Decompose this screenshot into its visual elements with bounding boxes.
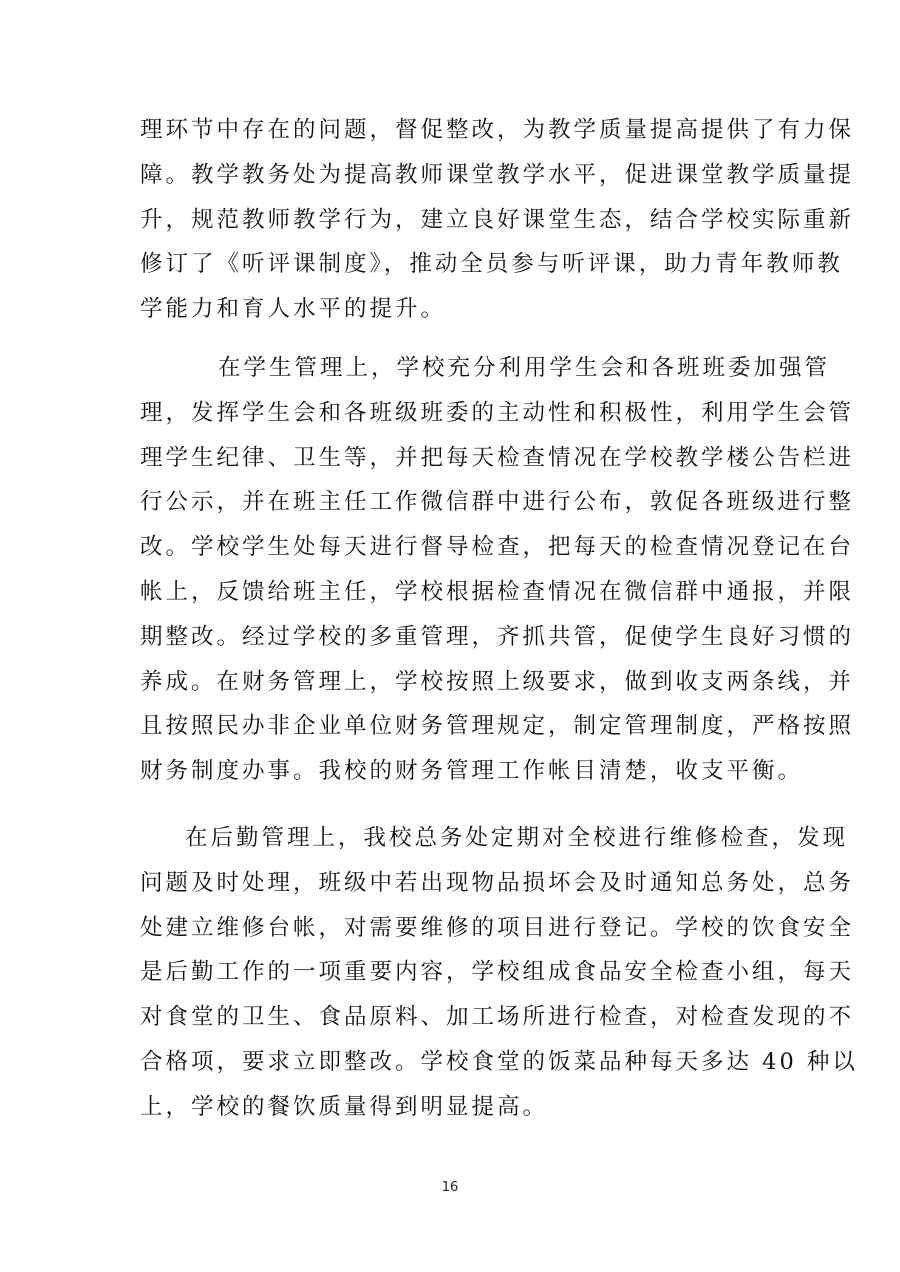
paragraph-student-management — [140, 346, 855, 794]
text-line: 改。学校学生处每天进行督导检查，把每天的检查情况登记在台 — [140, 534, 855, 561]
text-line: 期整改。经过学校的多重管理，齐抓共管，促使学生良好习惯的 — [140, 623, 855, 650]
text-line: 问题及时处理，班级中若出现物品损坏会及时通知总务处，总务 — [140, 869, 855, 896]
text-line: 养成。在财务管理上，学校按照上级要求，做到收支两条线，并 — [140, 668, 855, 695]
text-line: 理环节中存在的问题，督促整改，为教学质量提高提供了有力保 — [140, 117, 855, 143]
paragraph-teaching-quality — [140, 108, 855, 332]
text-line: 是后勤工作的一项重要内容，学校组成食品安全检查小组，每天 — [140, 959, 855, 986]
text-line: 理，发挥学生会和各班级班委的主动性和积极性，利用学生会管 — [140, 399, 855, 426]
paragraph-logistics-management — [140, 816, 858, 1130]
text-line: 升，规范教师教学行为，建立良好课堂生态，结合学校实际重新 — [140, 206, 855, 233]
text-line: 对食堂的卫生、食品原料、加工场所进行检查，对检查发现的不 — [140, 1004, 855, 1031]
text-line: 合格项，要求立即整改。学校食堂的饭菜品种每天多达 40 种以 — [140, 1048, 858, 1075]
text-line: 理学生纪律、卫生等，并把每天检查情况在学校教学楼公告栏进 — [140, 444, 855, 471]
text-line: 学能力和育人水平的提升。 — [140, 296, 447, 323]
text-line: 行公示，并在班主任工作微信群中进行公布，敦促各班级进行整 — [140, 489, 855, 516]
text-line: 障。教学教务处为提高教师课堂教学水平，促进课堂教学质量提 — [140, 161, 855, 188]
text-line: 在学生管理上，学校充分利用学生会和各班班委加强管 — [218, 355, 831, 381]
page-number: 16 — [441, 1180, 459, 1195]
text-line: 处建立维修台帐，对需要维修的项目进行登记。学校的饮食安全 — [140, 914, 855, 941]
text-line: 上，学校的餐饮质量得到明显提高。 — [140, 1093, 549, 1120]
text-line: 且按照民办非企业单位财务管理规定，制定管理制度，严格按照 — [140, 713, 855, 740]
text-line: 修订了《听评课制度》，推动全员参与听评课，助力青年教师教 — [140, 251, 843, 278]
text-line: 在后勤管理上，我校总务处定期对全校进行维修检查，发现 — [185, 825, 849, 851]
text-line: 帐上，反馈给班主任，学校根据检查情况在微信群中通报，并限 — [140, 578, 855, 605]
text-line: 财务制度办事。我校的财务管理工作帐目清楚，收支平衡。 — [140, 758, 804, 785]
